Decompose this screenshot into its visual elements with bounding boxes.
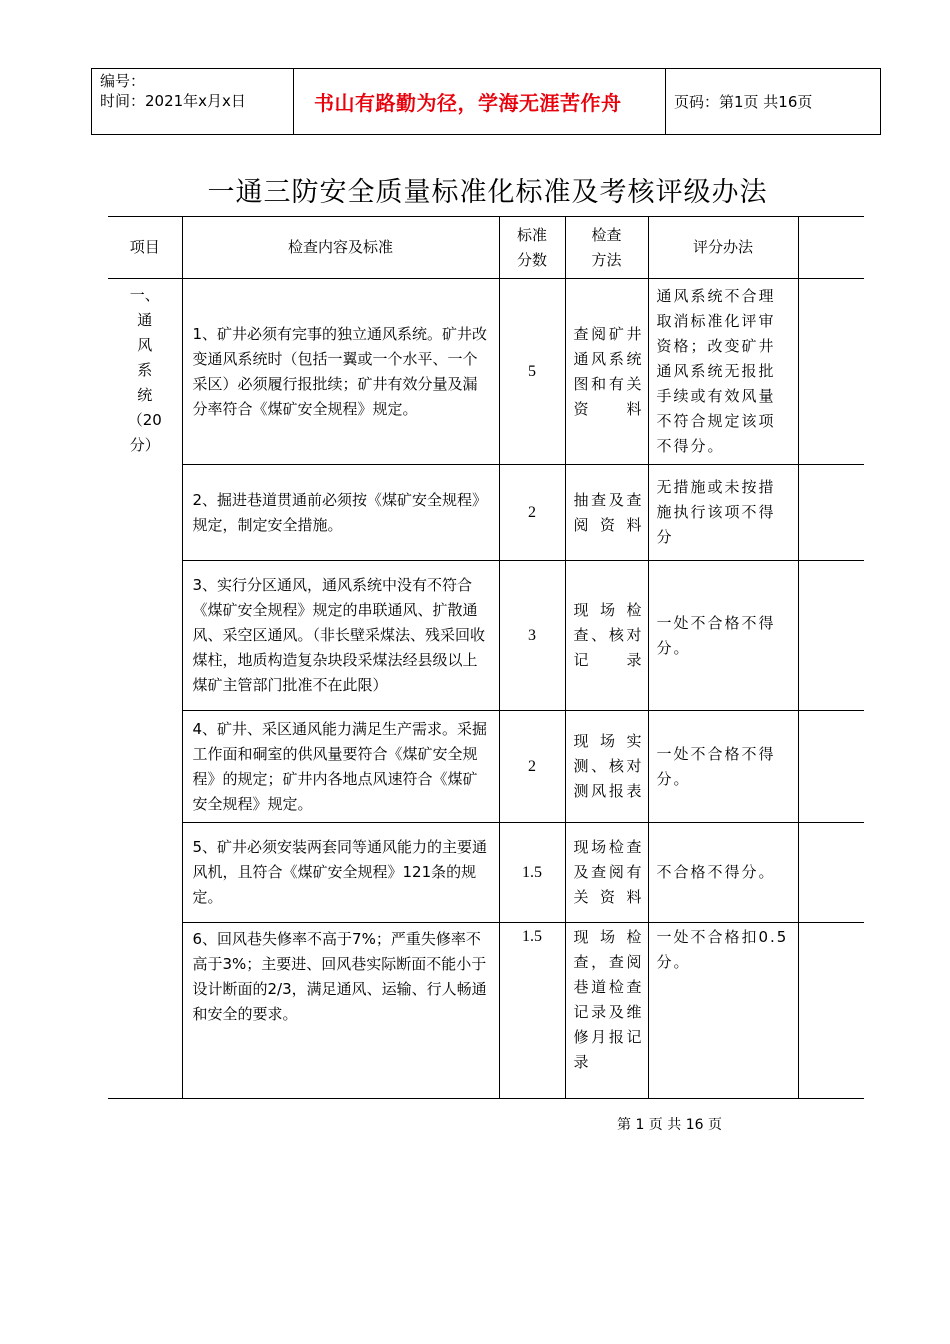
row-method: 现场实测、核对测风报表 — [565, 711, 648, 823]
row-content: 6、回风巷失修率不高于7%；严重失修率不高于3%；主要进、回风巷实际断面不能小于设计断面的2/3，满足通风、运输、行人畅通和安全的要求。 — [182, 923, 499, 1099]
row-blank — [798, 465, 864, 561]
row-scoring: 一处不合格不得分。 — [648, 711, 798, 823]
header-content: 检查内容及标准 — [182, 217, 499, 279]
row-method: 查阅矿井通风系统图和有关资料 — [565, 279, 648, 465]
row-scoring: 不合格不得分。 — [648, 823, 798, 923]
header-scoring: 评分办法 — [648, 217, 798, 279]
header-method — [565, 217, 648, 279]
row-blank — [798, 279, 864, 465]
section-line: （20 — [127, 411, 162, 429]
header-score — [499, 217, 565, 279]
table-row — [108, 279, 864, 465]
header-method-line1: 检查 — [591, 225, 622, 244]
header-motto: 书山有路勤为径，学海无涯苦作舟 — [294, 69, 666, 134]
table-row — [108, 465, 864, 561]
row-score: 5 — [499, 279, 565, 465]
row-method: 现场检查，查阅巷道检查记录及维修月报记录 — [565, 923, 648, 1099]
row-score: 2 — [499, 711, 565, 823]
row-method: 现场检查及查阅有关资料 — [565, 823, 648, 923]
section-line: 统 — [137, 386, 153, 404]
row-method: 现场检查、核对记录 — [565, 561, 648, 711]
section-line: 通 — [137, 311, 153, 329]
header-blank — [798, 217, 864, 279]
header-method-line2: 方法 — [591, 250, 622, 269]
row-scoring: 无措施或未按措施执行该项不得分 — [648, 465, 798, 561]
header-page-number: 页码：第1页 共16页 — [674, 93, 813, 111]
row-content: 2、掘进巷道贯通前必须按《煤矿安全规程》规定，制定安全措施。 — [182, 465, 499, 561]
header-item: 项目 — [108, 217, 182, 279]
page-footer: 第 1 页 共 16 页 — [617, 1117, 722, 1133]
section-line: 风 — [137, 336, 153, 354]
document-time: 时间：2021年x月x日 — [100, 92, 246, 110]
document-title: 一通三防安全质量标准化标准及考核评级办法 — [207, 177, 768, 208]
document-number: 编号： — [100, 72, 146, 90]
row-blank — [798, 561, 864, 711]
section-line: 分） — [129, 436, 160, 454]
header-score-line1: 标准 — [516, 225, 547, 244]
section-line: 系 — [137, 361, 153, 379]
row-scoring: 通风系统不合理取消标准化评审资格；改变矿井通风系统无报批手续或有效风量不符合规定该项不得分。 — [648, 279, 798, 465]
table-header-row — [108, 217, 864, 279]
header-score-line2: 分数 — [516, 250, 547, 269]
row-method: 抽查及查阅资料 — [565, 465, 648, 561]
table-row — [108, 823, 864, 923]
row-scoring: 一处不合格不得分。 — [648, 561, 798, 711]
row-score: 1.5 — [499, 823, 565, 923]
row-score: 2 — [499, 465, 565, 561]
row-score: 3 — [499, 561, 565, 711]
row-content: 4、矿井、采区通风能力满足生产需求。采掘工作面和硐室的供风量要符合《煤矿安全规程》的规定；矿井内各地点风速符合《煤矿安全规程》规定。 — [182, 711, 499, 823]
table-row — [108, 923, 864, 1099]
header-meta — [92, 69, 294, 134]
table-row — [108, 561, 864, 711]
document-header — [91, 68, 881, 135]
standards-table — [108, 216, 864, 1099]
row-score: 1.5 — [499, 923, 565, 1099]
row-blank — [798, 923, 864, 1099]
row-content: 1、矿井必须有完事的独立通风系统。矿井改变通风系统时（包括一翼或一个水平、一个采区）必须履行报批续；矿井有效分量及漏分率符合《煤矿安全规程》规定。 — [182, 279, 499, 465]
row-content: 5、矿井必须安装两套同等通风能力的主要通风机，且符合《煤矿安全规程》121条的规定。 — [182, 823, 499, 923]
section-line: 一、 — [129, 286, 160, 304]
table-row — [108, 711, 864, 823]
row-blank — [798, 823, 864, 923]
row-blank — [798, 711, 864, 823]
row-scoring: 一处不合格扣0.5分。 — [648, 923, 798, 1099]
row-content: 3、实行分区通风，通风系统中没有不符合《煤矿安全规程》规定的串联通风、扩散通风、采空区通风。（非长壁采煤法、残采回收煤柱，地质构造复杂块段采煤法经县级以上煤矿主管部门批准不在此限） — [182, 561, 499, 711]
section-label — [108, 279, 182, 1099]
